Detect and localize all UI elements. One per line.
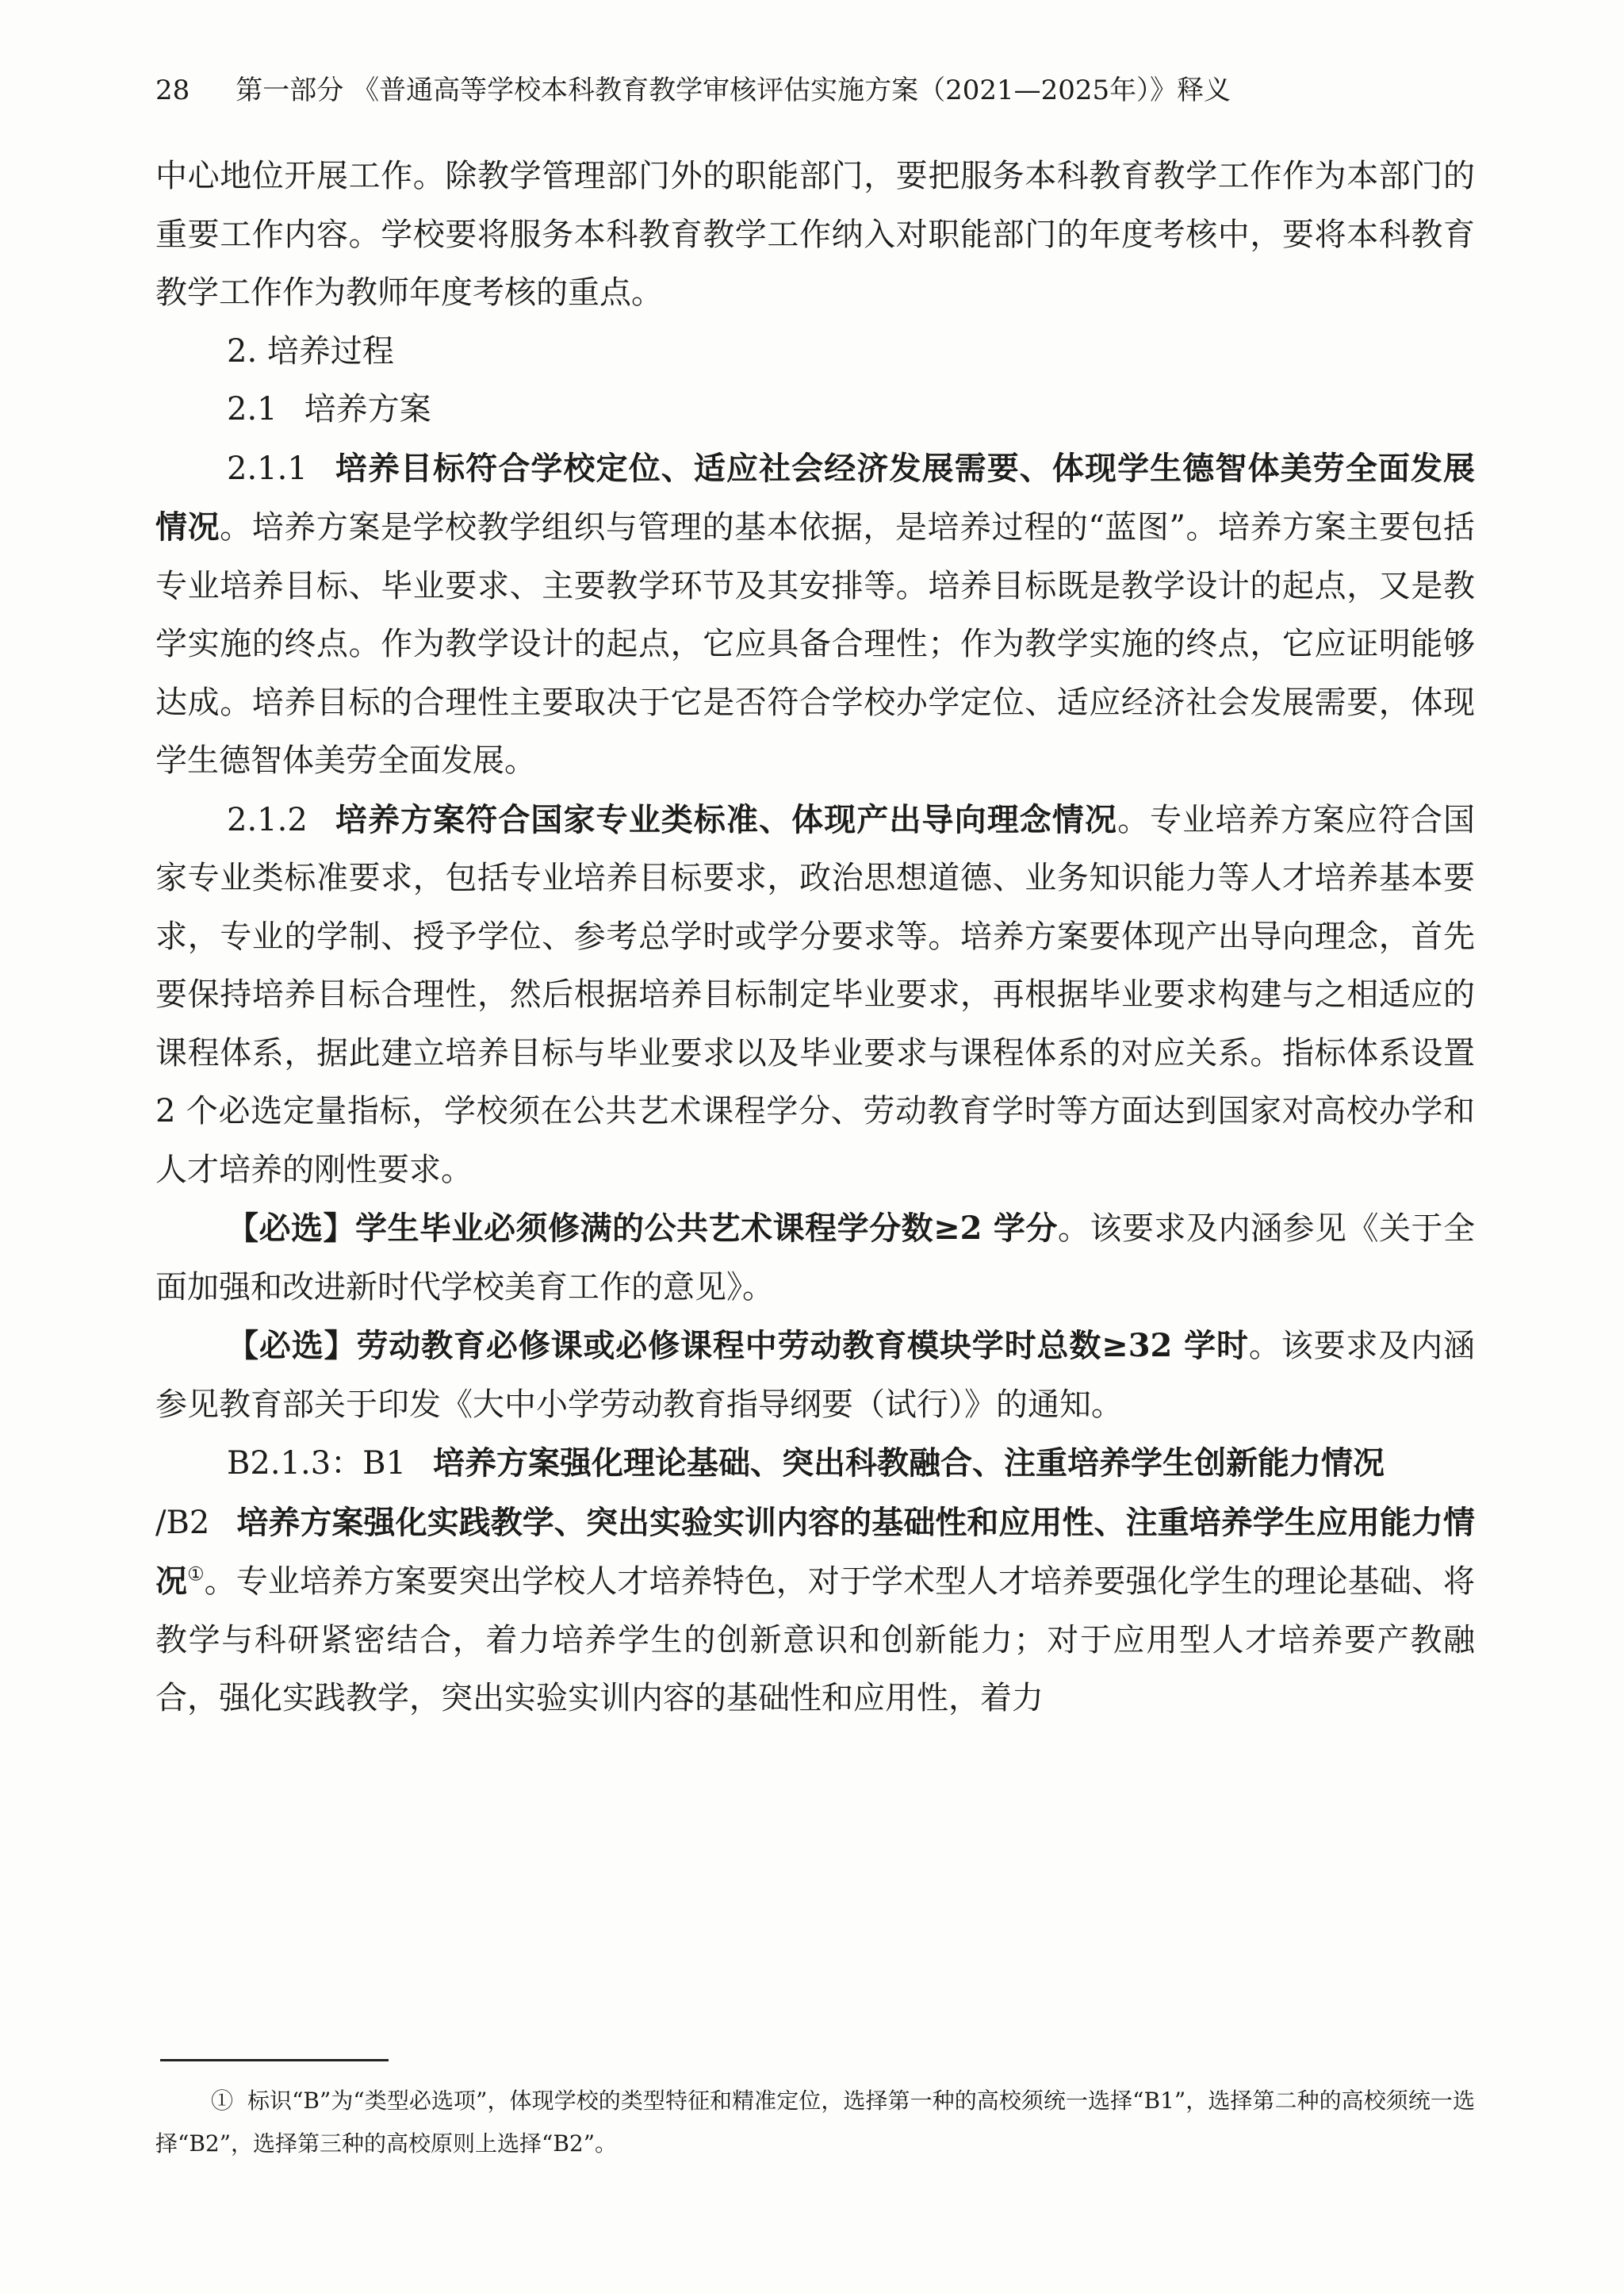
footnote-divider [160, 2059, 389, 2061]
body-text [155, 148, 1475, 1728]
section-number: B2.1.3：B1 [227, 1445, 407, 1482]
paragraph-text: 中心地位开展工作。除教学管理部门外的职能部门，要把服务本科教育教学工作作为本部门的重要工作内容。学校要将服务本科教育教学工作纳入对职能部门的年度考核中，要将本科教育教学工作作为教师年度考核的重点。 [155, 158, 1475, 311]
paragraph-b2-1-3 [155, 1434, 1475, 1728]
section-number: 2.1.1 [227, 450, 308, 487]
requirement-art-credits [155, 1199, 1475, 1317]
section-title-bold: 培养方案符合国家专业类标准、体现产出导向理念情况 [334, 800, 1118, 838]
paragraph-text: 。该要求及内涵参见《关于全面加强和改进新时代学校美育工作的意见》。 [155, 1210, 1476, 1306]
required-tag: 【必选】 [227, 1210, 356, 1247]
section-number: 2.1.2 [227, 801, 308, 838]
paragraph-text: 。培养方案是学校教学组织与管理的基本依据，是培养过程的“蓝图”。培养方案主要包括专业培养目标、毕业要求、主要教学环节及其安排等。培养目标既是教学设计的起点，又是教学实施的终点。作为教学设计的起点，它应具备合理性；作为教学实施的终点，它应证明能够达成。培养目标的合理性主要取决于它是否符合学校办学定位、适应经济社会发展需要，体现学生德智体美劳全面发展。 [155, 509, 1476, 779]
paragraph-2-1-2 [155, 791, 1475, 1200]
section-number: 2.1 [227, 391, 278, 428]
required-tag: 【必选】 [227, 1327, 357, 1364]
footnote-marker: ① [211, 2088, 234, 2114]
section-heading-2 [155, 323, 1475, 382]
paragraph-text: 。专业培养方案应符合国家专业类标准要求，包括专业培养目标要求，政治思想道德、业务知识能力等人才培养基本要求，专业的学制、授予学位、参考总学时或学分要求等。培养方案要体现产出导向理念，首先要保持培养目标合理性，然后根据培养目标制定毕业要求，再根据毕业要求构建与之相适应的课程体系，据此建立培养目标与毕业要求以及毕业要求与课程体系的对应关系。指标体系设置 2 个必选定量指标，学校须在公共艺术课程学分、劳动教育学时等方面达到国家对高校办学和人才培养的刚性要求。 [155, 801, 1476, 1188]
section-heading-text: 2. 培养过程 [227, 332, 394, 370]
page-number: 28 [155, 75, 190, 106]
footnote-text: 标识“B”为“类型必选项”，体现学校的类型特征和精准定位，选择第一种的高校须统一选择“B1”，选择第二种的高校须统一选择“B2”，选择第三种的高校原则上选择“B2”。 [155, 2088, 1475, 2157]
footnote-reference[interactable]: ① [187, 1563, 205, 1586]
paragraph-text: 。该要求及内涵参见教育部关于印发《大中小学劳动教育指导纲要（试行）》的通知。 [155, 1328, 1476, 1423]
paragraph-text: 。专业培养方案要突出学校人才培养特色，对于学术型人才培养要强化学生的理论基础、将教学与科研紧密结合，着力培养学生的创新意识和创新能力；对于应用型人才培养要产教融合，强化实践教学，突出实验实训内容的基础性和应用性，着力 [155, 1563, 1476, 1716]
section-title-bold: 培养方案强化实践教学、突出实验实训内容的基础性和应用性、注重培养学生应用能力情况 [155, 1503, 1475, 1600]
footnote [155, 2080, 1475, 2165]
section-title-bold: 培养目标符合学校定位、适应社会经济发展需要、体现学生德智体美劳全面发展情况 [155, 449, 1475, 546]
paragraph [155, 148, 1475, 323]
header-title: 第一部分 《普通高等学校本科教育教学审核评估实施方案（2021—2025年）》释义 [236, 75, 1231, 106]
requirement-bold: 学生毕业必须修满的公共艺术课程学分数≥2 学分 [355, 1210, 1058, 1247]
section-number: /B2 [155, 1504, 210, 1541]
requirement-bold: 劳动教育必修课或必修课程中劳动教育模块学时总数≥32 学时 [356, 1327, 1249, 1364]
requirement-labor-hours [155, 1317, 1475, 1434]
section-heading-2-1 [155, 381, 1475, 439]
paragraph-2-1-1 [155, 439, 1475, 791]
section-title-bold: 培养方案强化理论基础、突出科教融合、注重培养学生创新能力情况 [433, 1444, 1385, 1482]
running-header [155, 73, 1488, 108]
section-heading-text: 培养方案 [304, 391, 431, 428]
